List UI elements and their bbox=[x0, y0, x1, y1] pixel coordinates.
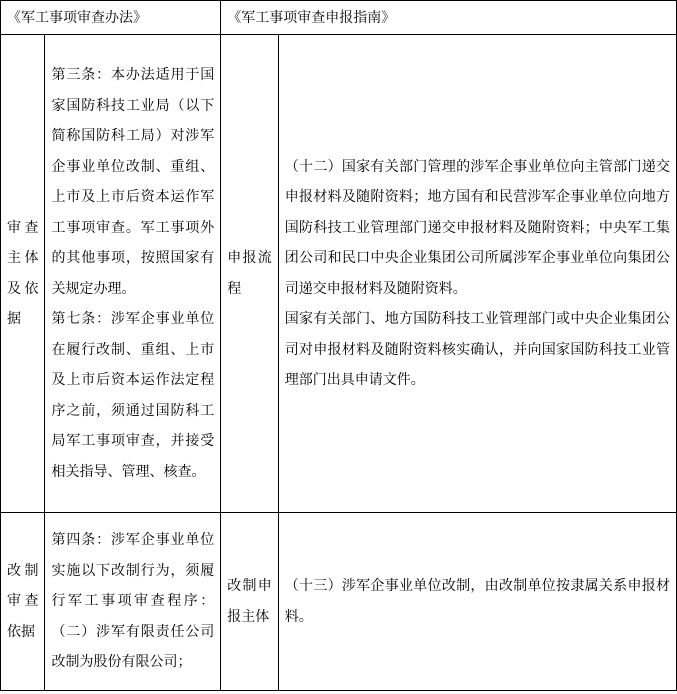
topic-cell: 改制申报主体 bbox=[221, 513, 279, 691]
subject-cell: 审查主体及依据 bbox=[1, 35, 45, 513]
article-text: 第七条：涉军企事业单位在履行改制、重组、上市及上市后资本运作法定程序之前，须通过国防科工局军工事项审查，并接受相关指导、管理、核查。 bbox=[51, 311, 215, 480]
article-text: 第四条：涉军企事业单位实施以下改制行为，须履行军工事项审查程序：（二）涉军有限责任公司改制为股份有限公司； bbox=[51, 532, 215, 671]
guide-cell bbox=[278, 35, 676, 513]
topic-cell: 申报流程 bbox=[221, 35, 279, 513]
articles-cell bbox=[45, 513, 221, 691]
table-row bbox=[1, 35, 677, 513]
header-row bbox=[1, 1, 677, 35]
header-right: 《军工事项审查申报指南》 bbox=[221, 1, 677, 35]
article-text: 第三条：本办法适用于国家国防科技工业局（以下简称国防科工局）对涉军企事业单位改制、重组、上市及上市后资本运作军工事项审查。军工事项外的其他事项，按照国家有关规定办理。 bbox=[51, 67, 215, 297]
guide-text: 国家有关部门、地方国防科技工业管理部门或中央企业集团公司对申报材料及随附资料核实确认，并向国家国防科技工业管理部门出具申请文件。 bbox=[284, 311, 670, 388]
articles-cell bbox=[45, 35, 221, 513]
table-row bbox=[1, 513, 677, 691]
guide-text: （十二）国家有关部门管理的涉军企事业单位向主管部门递交申报材料及随附资料；地方国有和民营涉军企事业单位向地方国防科技工业管理部门递交申报材料及随附资料；中央军工集团公司和民口中央企业集团公司所属涉军企事业单位向集团公司递交申报材料及随附资料。 bbox=[284, 158, 670, 297]
header-left: 《军工事项审查办法》 bbox=[1, 1, 221, 35]
guide-cell bbox=[278, 513, 676, 691]
subject-cell: 改制审查依据 bbox=[1, 513, 45, 691]
guide-text: （十三）涉军企事业单位改制，由改制单位按隶属关系申报材料。 bbox=[284, 578, 670, 625]
